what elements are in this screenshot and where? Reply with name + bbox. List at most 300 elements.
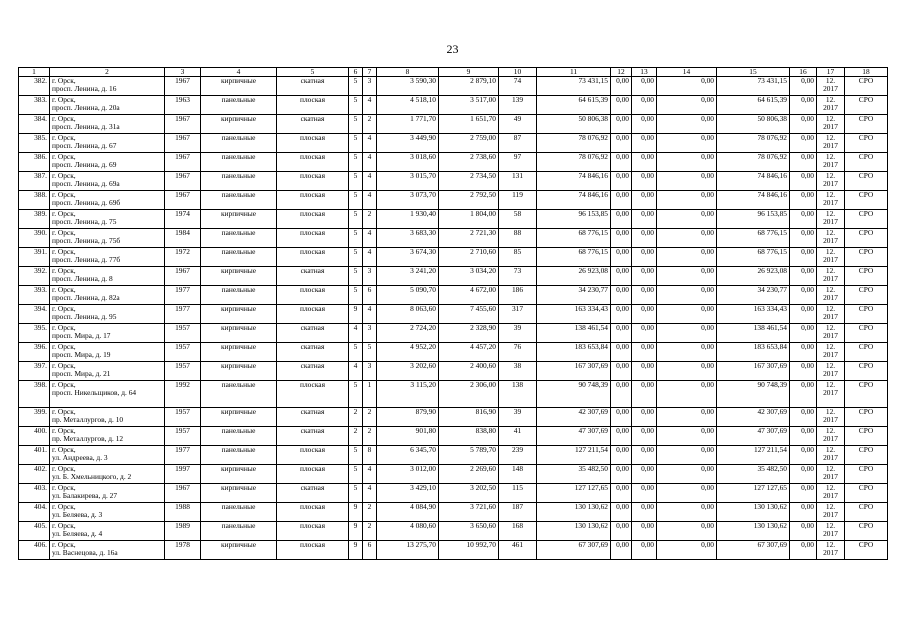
residents-cell: 115: [499, 484, 537, 503]
floors-cell: 9: [349, 541, 363, 560]
cost-cell: 163 334,43: [537, 305, 611, 324]
living-area-cell: 3 202,50: [439, 484, 499, 503]
method-cell: СРО: [845, 446, 888, 465]
roof-cell: скатная: [277, 362, 349, 381]
column-number-header: [19, 68, 888, 77]
total-cost-cell: 183 653,84: [717, 343, 790, 362]
address-cell: [50, 484, 165, 503]
address-cell: [50, 210, 165, 229]
walls-cell: панельные: [201, 96, 277, 115]
address-city: г. Орск,: [52, 361, 76, 370]
address-cell: [50, 172, 165, 191]
address-street: пр. Металлургов, д. 10: [52, 415, 124, 424]
address-cell: [50, 343, 165, 362]
total-area-cell: 3 590,30: [377, 77, 439, 96]
address-street: ул. Васнецова, д. 16а: [52, 548, 118, 557]
table-row: [19, 191, 888, 210]
walls-cell: панельные: [201, 446, 277, 465]
living-area-cell: 2 269,60: [439, 465, 499, 484]
total-cost-cell: 67 307,69: [717, 541, 790, 560]
table-row: [19, 286, 888, 305]
roof-cell: плоская: [277, 210, 349, 229]
fund-cell-16: 0,00: [790, 77, 817, 96]
address-cell: [50, 446, 165, 465]
walls-cell: кирпичные: [201, 484, 277, 503]
fund-cell-13: 0,00: [632, 522, 657, 541]
total-area-cell: 3 241,20: [377, 267, 439, 286]
fund-cell-14: 0,00: [657, 248, 717, 267]
total-area-cell: 4 080,60: [377, 522, 439, 541]
roof-cell: плоская: [277, 229, 349, 248]
term-cell: [817, 522, 845, 541]
floors-cell: 5: [349, 172, 363, 191]
roof-cell: плоская: [277, 191, 349, 210]
year-cell: 1989: [165, 522, 201, 541]
fund-cell-16: 0,00: [790, 153, 817, 172]
method-cell: СРО: [845, 77, 888, 96]
residents-cell: 139: [499, 96, 537, 115]
living-area-cell: 1 804,00: [439, 210, 499, 229]
total-cost-cell: 167 307,69: [717, 362, 790, 381]
address-cell: [50, 362, 165, 381]
total-area-cell: 3 429,10: [377, 484, 439, 503]
address-city: г. Орск,: [52, 445, 76, 454]
entrances-cell: 4: [363, 305, 377, 324]
address-city: г. Орск,: [52, 521, 76, 530]
address-street: просп. Ленина, д. 82а: [52, 293, 120, 302]
term-cell: [817, 115, 845, 134]
table-row: [19, 446, 888, 465]
total-cost-cell: 78 076,92: [717, 153, 790, 172]
address-street: просп. Ленина, д. 69а: [52, 179, 120, 188]
row-number: 385.: [19, 134, 50, 153]
floors-cell: 5: [349, 267, 363, 286]
entrances-cell: 4: [363, 172, 377, 191]
term-cell: [817, 267, 845, 286]
fund-cell-16: 0,00: [790, 541, 817, 560]
living-area-cell: 3 034,20: [439, 267, 499, 286]
term-cell: [817, 134, 845, 153]
fund-cell-16: 0,00: [790, 115, 817, 134]
row-number: 390.: [19, 229, 50, 248]
residents-cell: 58: [499, 210, 537, 229]
roof-cell: плоская: [277, 153, 349, 172]
total-cost-cell: 73 431,15: [717, 77, 790, 96]
roof-cell: плоская: [277, 503, 349, 522]
fund-cell-12: 0,00: [611, 343, 632, 362]
header-cell-14: 14: [657, 68, 717, 77]
entrances-cell: 3: [363, 362, 377, 381]
residents-cell: 119: [499, 191, 537, 210]
floors-cell: 9: [349, 305, 363, 324]
floors-cell: 5: [349, 134, 363, 153]
fund-cell-12: 0,00: [611, 522, 632, 541]
roof-cell: плоская: [277, 96, 349, 115]
table-row: [19, 96, 888, 115]
term-cell: [817, 503, 845, 522]
total-cost-cell: 130 130,62: [717, 522, 790, 541]
entrances-cell: 2: [363, 115, 377, 134]
term-year: 2017: [823, 491, 838, 500]
term-year: 2017: [823, 198, 838, 207]
cost-cell: 73 431,15: [537, 77, 611, 96]
residents-cell: 187: [499, 503, 537, 522]
residents-cell: 49: [499, 115, 537, 134]
fund-cell-16: 0,00: [790, 210, 817, 229]
row-number: 392.: [19, 267, 50, 286]
term-year: 2017: [823, 453, 838, 462]
fund-cell-16: 0,00: [790, 343, 817, 362]
address-city: г. Орск,: [52, 266, 76, 275]
year-cell: 1963: [165, 96, 201, 115]
term-month: 12.: [825, 228, 836, 237]
term-month: 12.: [825, 464, 836, 473]
floors-cell: 5: [349, 465, 363, 484]
fund-cell-14: 0,00: [657, 465, 717, 484]
living-area-cell: 2 400,60: [439, 362, 499, 381]
table-row: [19, 362, 888, 381]
floors-cell: 5: [349, 96, 363, 115]
fund-cell-13: 0,00: [632, 343, 657, 362]
floors-cell: 5: [349, 229, 363, 248]
fund-cell-16: 0,00: [790, 408, 817, 427]
header-cell-13: 13: [632, 68, 657, 77]
entrances-cell: 3: [363, 324, 377, 343]
total-area-cell: 13 275,70: [377, 541, 439, 560]
year-cell: 1977: [165, 446, 201, 465]
residents-cell: 74: [499, 77, 537, 96]
residents-cell: 317: [499, 305, 537, 324]
living-area-cell: 5 789,70: [439, 446, 499, 465]
living-area-cell: 7 455,60: [439, 305, 499, 324]
fund-cell-12: 0,00: [611, 305, 632, 324]
floors-cell: 4: [349, 324, 363, 343]
term-month: 12.: [825, 171, 836, 180]
fund-cell-16: 0,00: [790, 522, 817, 541]
entrances-cell: 4: [363, 465, 377, 484]
fund-cell-13: 0,00: [632, 172, 657, 191]
fund-cell-14: 0,00: [657, 408, 717, 427]
term-month: 12.: [825, 361, 836, 370]
term-cell: [817, 427, 845, 446]
year-cell: 1967: [165, 115, 201, 134]
fund-cell-13: 0,00: [632, 115, 657, 134]
total-cost-cell: 96 153,85: [717, 210, 790, 229]
fund-cell-12: 0,00: [611, 286, 632, 305]
term-cell: [817, 381, 845, 408]
address-street: просп. Ленина, д. 75б: [52, 236, 121, 245]
walls-cell: кирпичные: [201, 210, 277, 229]
term-year: 2017: [823, 141, 838, 150]
roof-cell: скатная: [277, 267, 349, 286]
total-area-cell: 3 202,60: [377, 362, 439, 381]
residents-cell: 239: [499, 446, 537, 465]
address-street: просп. Ленина, д. 16: [52, 84, 117, 93]
total-area-cell: 901,80: [377, 427, 439, 446]
residents-cell: 461: [499, 541, 537, 560]
total-cost-cell: 163 334,43: [717, 305, 790, 324]
total-cost-cell: 26 923,08: [717, 267, 790, 286]
living-area-cell: 2 328,90: [439, 324, 499, 343]
year-cell: 1967: [165, 172, 201, 191]
cost-cell: 35 482,50: [537, 465, 611, 484]
fund-cell-14: 0,00: [657, 343, 717, 362]
total-area-cell: 8 063,60: [377, 305, 439, 324]
header-cell-10: 10: [499, 68, 537, 77]
address-street: просп. Никельщиков, д. 64: [52, 388, 137, 397]
roof-cell: плоская: [277, 172, 349, 191]
floors-cell: 9: [349, 522, 363, 541]
total-area-cell: 1 771,70: [377, 115, 439, 134]
method-cell: СРО: [845, 96, 888, 115]
fund-cell-14: 0,00: [657, 484, 717, 503]
method-cell: СРО: [845, 362, 888, 381]
address-street: ул. Беляева, д. 3: [52, 510, 103, 519]
fund-cell-16: 0,00: [790, 172, 817, 191]
cost-cell: 78 076,92: [537, 134, 611, 153]
total-area-cell: 4 084,90: [377, 503, 439, 522]
cost-cell: 34 230,77: [537, 286, 611, 305]
term-year: 2017: [823, 548, 838, 557]
total-cost-cell: 138 461,54: [717, 324, 790, 343]
term-cell: [817, 248, 845, 267]
floors-cell: 5: [349, 286, 363, 305]
header-cell-5: 5: [277, 68, 349, 77]
fund-cell-16: 0,00: [790, 267, 817, 286]
header-cell-6: 6: [349, 68, 363, 77]
cost-cell: 138 461,54: [537, 324, 611, 343]
row-number: 404.: [19, 503, 50, 522]
residents-cell: 38: [499, 362, 537, 381]
address-city: г. Орск,: [52, 190, 76, 199]
address-street: просп. Ленина, д. 77б: [52, 255, 121, 264]
row-number: 403.: [19, 484, 50, 503]
header-cell-4: 4: [201, 68, 277, 77]
fund-cell-14: 0,00: [657, 381, 717, 408]
fund-cell-14: 0,00: [657, 427, 717, 446]
fund-cell-14: 0,00: [657, 153, 717, 172]
header-cell-17: 17: [817, 68, 845, 77]
term-month: 12.: [825, 426, 836, 435]
total-cost-cell: 42 307,69: [717, 408, 790, 427]
year-cell: 1967: [165, 77, 201, 96]
method-cell: СРО: [845, 134, 888, 153]
cost-cell: 50 806,38: [537, 115, 611, 134]
fund-cell-12: 0,00: [611, 229, 632, 248]
total-cost-cell: 127 211,54: [717, 446, 790, 465]
fund-cell-12: 0,00: [611, 381, 632, 408]
address-street: просп. Ленина, д. 20а: [52, 103, 120, 112]
living-area-cell: 10 992,70: [439, 541, 499, 560]
address-cell: [50, 134, 165, 153]
term-cell: [817, 172, 845, 191]
entrances-cell: 4: [363, 96, 377, 115]
year-cell: 1957: [165, 408, 201, 427]
year-cell: 1977: [165, 286, 201, 305]
row-number: 384.: [19, 115, 50, 134]
header-cell-15: 15: [717, 68, 790, 77]
living-area-cell: 2 879,10: [439, 77, 499, 96]
table-row: [19, 305, 888, 324]
method-cell: СРО: [845, 381, 888, 408]
term-year: 2017: [823, 388, 838, 397]
address-cell: [50, 248, 165, 267]
fund-cell-12: 0,00: [611, 96, 632, 115]
header-cell-12: 12: [611, 68, 632, 77]
fund-cell-16: 0,00: [790, 503, 817, 522]
address-city: г. Орск,: [52, 426, 76, 435]
total-cost-cell: 90 748,39: [717, 381, 790, 408]
term-month: 12.: [825, 152, 836, 161]
cost-cell: 64 615,39: [537, 96, 611, 115]
roof-cell: плоская: [277, 305, 349, 324]
total-cost-cell: 34 230,77: [717, 286, 790, 305]
floors-cell: 5: [349, 191, 363, 210]
term-year: 2017: [823, 415, 838, 424]
year-cell: 1967: [165, 191, 201, 210]
walls-cell: кирпичные: [201, 465, 277, 484]
fund-cell-12: 0,00: [611, 362, 632, 381]
fund-cell-14: 0,00: [657, 362, 717, 381]
address-city: г. Орск,: [52, 342, 76, 351]
fund-cell-16: 0,00: [790, 362, 817, 381]
year-cell: 1972: [165, 248, 201, 267]
cost-cell: 74 846,16: [537, 172, 611, 191]
term-cell: [817, 446, 845, 465]
term-year: 2017: [823, 312, 838, 321]
entrances-cell: 4: [363, 191, 377, 210]
row-number: 394.: [19, 305, 50, 324]
header-cell-9: 9: [439, 68, 499, 77]
term-cell: [817, 343, 845, 362]
term-year: 2017: [823, 293, 838, 302]
walls-cell: панельные: [201, 522, 277, 541]
floors-cell: 2: [349, 408, 363, 427]
method-cell: СРО: [845, 503, 888, 522]
residents-cell: 168: [499, 522, 537, 541]
table-row: [19, 210, 888, 229]
term-year: 2017: [823, 369, 838, 378]
address-street: просп. Ленина, д. 75: [52, 217, 117, 226]
term-year: 2017: [823, 160, 838, 169]
fund-cell-14: 0,00: [657, 503, 717, 522]
row-number: 391.: [19, 248, 50, 267]
fund-cell-16: 0,00: [790, 134, 817, 153]
row-number: 393.: [19, 286, 50, 305]
fund-cell-13: 0,00: [632, 191, 657, 210]
walls-cell: кирпичные: [201, 541, 277, 560]
walls-cell: панельные: [201, 286, 277, 305]
year-cell: 1977: [165, 305, 201, 324]
address-city: г. Орск,: [52, 323, 76, 332]
fund-cell-12: 0,00: [611, 134, 632, 153]
roof-cell: скатная: [277, 77, 349, 96]
entrances-cell: 4: [363, 248, 377, 267]
address-street: просп. Мира, д. 21: [52, 369, 111, 378]
table-row: [19, 134, 888, 153]
total-area-cell: 5 090,70: [377, 286, 439, 305]
total-cost-cell: 68 776,15: [717, 248, 790, 267]
address-city: г. Орск,: [52, 247, 76, 256]
row-number: 406.: [19, 541, 50, 560]
page-number: 23: [446, 42, 459, 56]
term-month: 12.: [825, 285, 836, 294]
term-month: 12.: [825, 266, 836, 275]
address-cell: [50, 115, 165, 134]
term-year: 2017: [823, 434, 838, 443]
entrances-cell: 4: [363, 153, 377, 172]
living-area-cell: 3 517,00: [439, 96, 499, 115]
fund-cell-12: 0,00: [611, 248, 632, 267]
fund-cell-13: 0,00: [632, 286, 657, 305]
fund-cell-16: 0,00: [790, 381, 817, 408]
fund-cell-14: 0,00: [657, 446, 717, 465]
address-street: просп. Ленина, д. 69: [52, 160, 117, 169]
address-cell: [50, 541, 165, 560]
entrances-cell: 2: [363, 408, 377, 427]
address-city: г. Орск,: [52, 95, 76, 104]
term-year: 2017: [823, 236, 838, 245]
residents-cell: 87: [499, 134, 537, 153]
address-cell: [50, 77, 165, 96]
floors-cell: 9: [349, 503, 363, 522]
term-year: 2017: [823, 122, 838, 131]
term-month: 12.: [825, 209, 836, 218]
term-month: 12.: [825, 540, 836, 549]
cost-cell: 42 307,69: [537, 408, 611, 427]
walls-cell: кирпичные: [201, 77, 277, 96]
fund-cell-13: 0,00: [632, 77, 657, 96]
fund-cell-14: 0,00: [657, 115, 717, 134]
term-year: 2017: [823, 179, 838, 188]
method-cell: СРО: [845, 484, 888, 503]
total-cost-cell: 68 776,15: [717, 229, 790, 248]
term-year: 2017: [823, 331, 838, 340]
fund-cell-16: 0,00: [790, 305, 817, 324]
term-month: 12.: [825, 323, 836, 332]
year-cell: 1967: [165, 134, 201, 153]
roof-cell: скатная: [277, 115, 349, 134]
year-cell: 1967: [165, 267, 201, 286]
term-cell: [817, 286, 845, 305]
year-cell: 1974: [165, 210, 201, 229]
total-cost-cell: 74 846,16: [717, 191, 790, 210]
term-month: 12.: [825, 407, 836, 416]
total-area-cell: 3 073,70: [377, 191, 439, 210]
floors-cell: 5: [349, 484, 363, 503]
floors-cell: 5: [349, 248, 363, 267]
term-year: 2017: [823, 350, 838, 359]
cost-cell: 26 923,08: [537, 267, 611, 286]
fund-cell-14: 0,00: [657, 210, 717, 229]
year-cell: 1997: [165, 465, 201, 484]
roof-cell: плоская: [277, 465, 349, 484]
fund-cell-16: 0,00: [790, 286, 817, 305]
residents-cell: 85: [499, 248, 537, 267]
total-area-cell: 6 345,70: [377, 446, 439, 465]
address-city: г. Орск,: [52, 76, 76, 85]
table-row: [19, 503, 888, 522]
address-street: просп. Ленина, д. 67: [52, 141, 117, 150]
roof-cell: скатная: [277, 484, 349, 503]
fund-cell-16: 0,00: [790, 248, 817, 267]
term-month: 12.: [825, 445, 836, 454]
term-cell: [817, 153, 845, 172]
address-city: г. Орск,: [52, 209, 76, 218]
term-cell: [817, 362, 845, 381]
walls-cell: панельные: [201, 427, 277, 446]
year-cell: 1967: [165, 153, 201, 172]
